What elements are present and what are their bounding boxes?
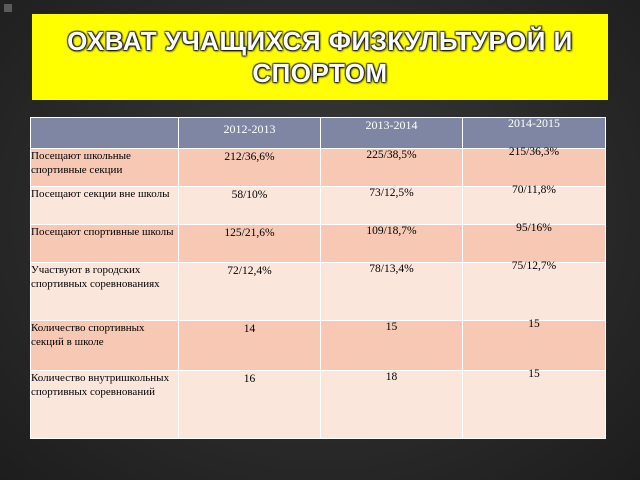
row-label: Участвуют в городских спортивных соревнованиях: [31, 263, 179, 321]
table-cell: 73/12,5%: [321, 187, 463, 225]
table-cell: 70/11,8%: [463, 187, 606, 225]
table-cell: 225/38,5%: [321, 149, 463, 187]
row-label: Посещают секции вне школы: [31, 187, 179, 225]
table-cell: 215/36,3%: [463, 149, 606, 187]
row-label: Количество спортивных секций в школе: [31, 321, 179, 371]
table-cell: 72/12,4%: [179, 263, 321, 321]
slide-corner-mark: [4, 4, 12, 12]
table-cell: 58/10%: [179, 187, 321, 225]
table-row: [31, 321, 606, 371]
table-cell: 95/16%: [463, 225, 606, 263]
table-cell: 14: [179, 321, 321, 371]
header-year-2012-2013: 2012-2013: [179, 118, 321, 149]
slide-title: ОХВАТ УЧАЩИХСЯ ФИЗКУЛЬТУРОЙ И СПОРТОМ: [67, 26, 573, 88]
table-row: [31, 371, 606, 439]
row-label: Количество внутришкольных спортивных соревнований: [31, 371, 179, 439]
table-cell: 78/13,4%: [321, 263, 463, 321]
table-cell: 16: [179, 371, 321, 439]
header-year-2014-2015: 2014-2015: [463, 118, 606, 149]
table-row: [31, 187, 606, 225]
table-cell: 15: [463, 371, 606, 439]
sports-coverage-table: [30, 117, 606, 439]
table-header-row: [31, 118, 606, 149]
table-cell: 75/12,7%: [463, 263, 606, 321]
table-cell: 125/21,6%: [179, 225, 321, 263]
table-row: [31, 225, 606, 263]
header-year-2013-2014: 2013-2014: [321, 118, 463, 149]
table-row: [31, 263, 606, 321]
table-row: [31, 149, 606, 187]
table-cell: 15: [321, 321, 463, 371]
table-cell: 18: [321, 371, 463, 439]
table-cell: 109/18,7%: [321, 225, 463, 263]
row-label: Посещают спортивные школы: [31, 225, 179, 263]
table-cell: 15: [463, 321, 606, 371]
title-banner: [32, 14, 608, 100]
header-corner-cell: [31, 118, 179, 149]
row-label: Посещают школьные спортивные секции: [31, 149, 179, 187]
table-cell: 212/36,6%: [179, 149, 321, 187]
